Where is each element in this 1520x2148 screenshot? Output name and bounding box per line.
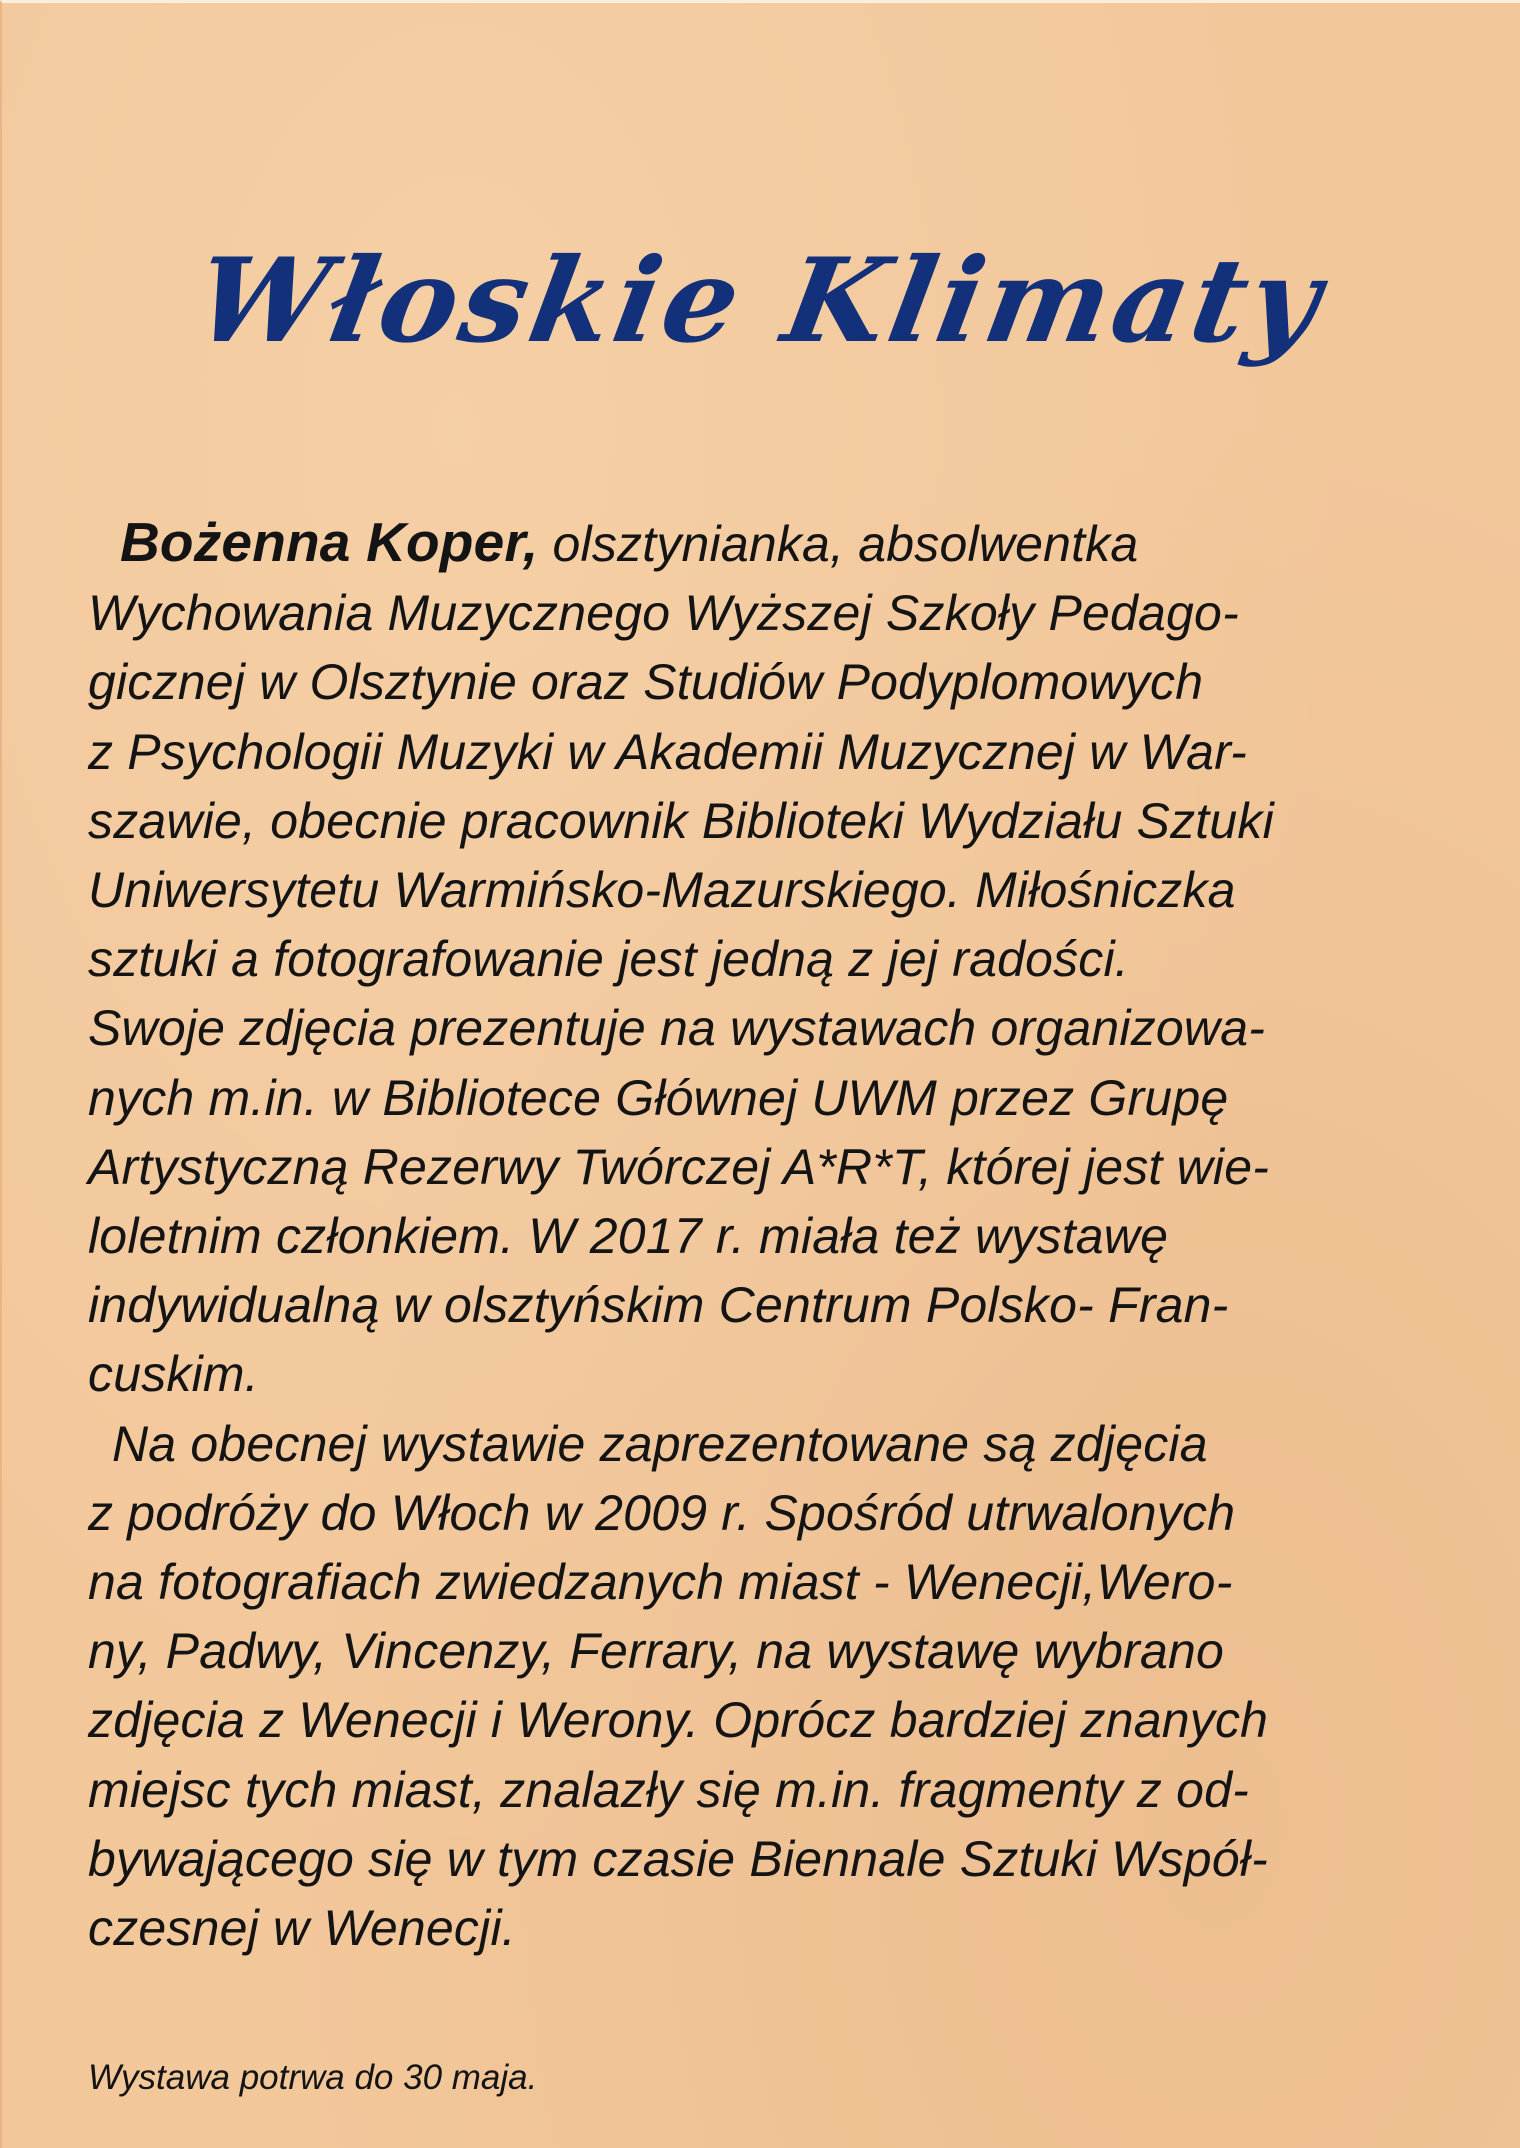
paragraph-1-line-7: sztuki a fotografowanie jest jedną z jej radości. xyxy=(88,931,1129,988)
paragraph-1-line-9: nych m.in. w Bibliotece Głównej UWM przez Grupę xyxy=(88,1069,1229,1126)
paragraph-1-line-4: z Psychologii Muzyki w Akademii Muzycznej w War- xyxy=(88,723,1247,780)
paragraph-2-line-7: bywającego się w tym czasie Biennale Sztuki Współ- xyxy=(88,1830,1268,1887)
paragraph-1-line-3: gicznej w Olsztynie oraz Studiów Podyplomowych xyxy=(88,654,1204,711)
paragraph-2-line-4: ny, Padwy, Vincenzy, Ferrary, na wystawę wybrano xyxy=(88,1623,1224,1680)
paragraph-1-line-6: Uniwersytetu Warmińsko-Mazurskiego. Miłośniczka xyxy=(88,862,1236,919)
paragraph-1-line-8: Swoje zdjęcia prezentuje na wystawach organizowa- xyxy=(88,1000,1266,1057)
document-title: Włoskie Klimaty xyxy=(185,232,1335,369)
paragraph-2-line-8: czesnej w Wenecji. xyxy=(88,1900,516,1957)
paragraph-1-line-13: cuskim. xyxy=(88,1346,259,1403)
exhibition-end-note: Wystawa potrwa do 30 maja. xyxy=(88,2058,538,2097)
paragraph-1-line-5: szawie, obecnie pracownik Biblioteki Wydziału Sztuki xyxy=(88,792,1274,849)
paragraph-2-line-6: miejsc tych miast, znalazły się m.in. fragmenty z od- xyxy=(88,1761,1249,1818)
paragraph-2-line-1: Na obecnej wystawie zaprezentowane są zdjęcia xyxy=(112,1415,1208,1472)
paragraph-1-line-2: Wychowania Muzycznego Wyższej Szkoły Pedago- xyxy=(88,585,1239,642)
paragraph-2-line-3: na fotografiach zwiedzanych miast - Wenecji,Wero- xyxy=(88,1554,1233,1611)
author-name: Bożenna Koper, xyxy=(120,511,539,573)
paragraph-1-line-1 xyxy=(88,508,1448,579)
paragraph-1-line-12: indywidualną w olsztyńskim Centrum Polsko- Fran- xyxy=(88,1277,1229,1334)
document-body xyxy=(88,508,1448,1963)
paragraph-1-line-11: loletnim członkiem. W 2017 r. miała też wystawę xyxy=(88,1208,1169,1265)
paragraph-1-line-10: Artystyczną Rezerwy Twórczej A*R*T, której jest wie- xyxy=(88,1138,1270,1195)
paragraph-2-line-2: z podróży do Włoch w 2009 r. Spośród utrwalonych xyxy=(88,1484,1236,1541)
paragraph-2-line-5: zdjęcia z Wenecji i Werony. Oprócz bardziej znanych xyxy=(88,1692,1269,1749)
paragraph-1-line-1-text: olsztynianka, absolwentka xyxy=(538,516,1139,572)
